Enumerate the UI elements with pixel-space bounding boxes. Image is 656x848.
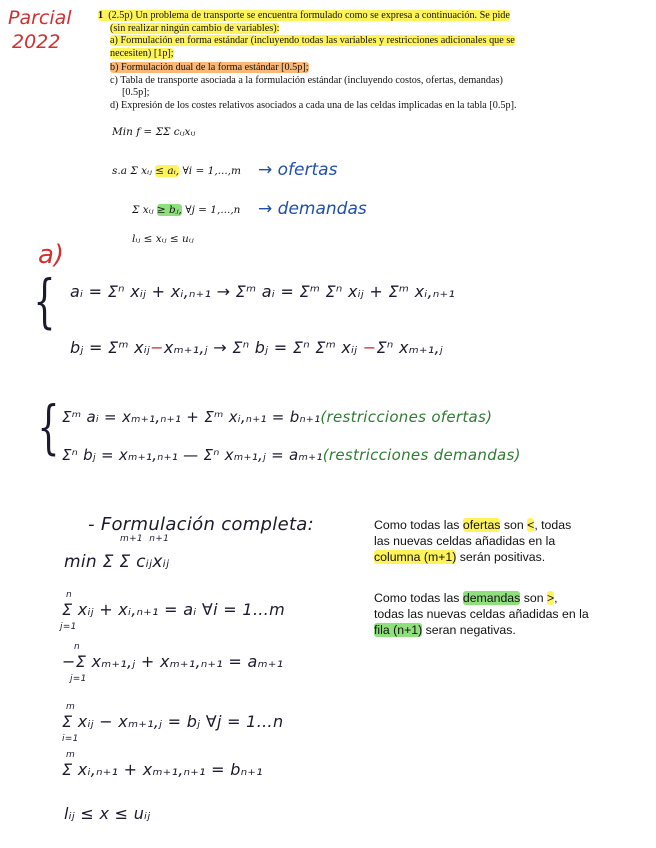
constraint-demands [132,204,240,216]
item-a-l2: necesiten) [1p]; [110,47,174,59]
f3-lower: i=1 [62,734,79,744]
f2-lower: j=1 [70,674,87,684]
arrow-ofertas: → ofertas [258,160,338,180]
formulation-objective: min Σ Σ cᵢⱼxᵢⱼ [64,552,170,572]
f3-upper: m [66,702,76,712]
item-b [98,62,568,75]
g2-line1 [62,408,492,426]
item-d: d) Expresión de los costes relativos asociados a cada una de las celdas implicadas en la tabla [0.5p]. [110,99,517,111]
min-sup-2: n+1 [149,534,170,544]
f1-upper: n [66,590,73,600]
problem-line1 [98,10,568,23]
g1-l2-red-minus-2: − [362,338,377,357]
g2-l1-eq: Σᵐ aᵢ = xₘ₊₁,ₙ₊₁ + Σᵐ xᵢ,ₙ₊₁ = bₙ₊₁ [62,408,321,426]
c1-quantifier: ∀i = 1,...,m [182,165,241,177]
n1-l3: serán positivas. [456,550,546,564]
n2-post: , [554,591,558,605]
g2-l1-note: (restricciones ofertas) [320,408,493,426]
header-year: 2022 [12,31,61,53]
statement-l2: (sin realizar ningún cambio de variables): [110,22,280,34]
problem-points: (2.5p) [108,10,133,21]
item-b-text: b) Formulación dual de la forma estándar [0.5p]; [110,62,309,73]
arrow-demandas: → demandas [258,199,367,219]
n1-hl-ofertas: ofertas [462,518,501,532]
n1-line2: las nuevas celdas añadidas en la [374,534,556,548]
g1-l2-part-c: xₘ₊₁,ⱼ → Σⁿ bⱼ = Σⁿ Σᵐ xᵢⱼ [163,338,358,357]
min-upper-limits [120,534,169,544]
c2-quantifier: ∀j = 1,...,n [185,204,241,216]
c2-sum: Σ xᵢⱼ [132,204,154,216]
item-c2: [0.5p]; [122,87,150,98]
constraint-offers [112,165,241,177]
answer-label: a) [38,240,65,270]
n2-pre: Como todas las [374,591,463,605]
n1-mid: son [500,518,528,532]
f2-upper: n [74,642,81,652]
n2-hl-fila: fila (n+1) [374,623,423,637]
brace-2: { [37,393,60,461]
n2-hl-demandas: demandas [462,591,521,605]
constraint-bounds: lᵢⱼ ≤ xᵢⱼ ≤ uᵢⱼ [132,233,194,245]
c2-highlight: ≥ bⱼ, [156,204,182,216]
formulation-bounds: lᵢⱼ ≤ x ≤ uᵢⱼ [64,804,151,823]
f4-upper: m [66,750,76,760]
n1-hl-columna: columna (m+1) [374,550,457,564]
c1-highlight: ≤ aᵢ, [155,165,180,177]
g1-l2-red-minus: − [150,338,164,357]
formulation-title: - Formulación completa: [88,514,314,535]
item-c: c) Tabla de transporte asociada a la formulación estándar (incluyendo costos, ofertas, demandas) [110,74,503,86]
n1-post: , todas [534,518,572,532]
item-a2 [98,48,568,61]
header-parcial: Parcial [8,7,72,29]
formulation-c3: Σ xᵢⱼ − xₘ₊₁,ⱼ = bⱼ ∀j = 1…n [62,712,284,731]
g1-l2-part-a: bⱼ = Σᵐ xᵢⱼ [70,338,151,357]
brace-1: { [33,267,56,335]
g1-l2-part-e: Σⁿ xₘ₊₁,ⱼ [376,338,443,357]
objective-function: Min f = ΣΣ cᵢⱼxᵢⱼ [112,126,196,138]
g1-line2 [70,338,443,357]
g2-l2-note: (restricciones demandas) [322,446,521,464]
item-a-l1: a) Formulación en forma estándar (incluyendo todas las variables y restricciones adicionales que se [110,35,515,46]
note-ofertas [374,517,650,565]
min-sup-1: m+1 [120,534,143,544]
g2-l2-eq: Σⁿ bⱼ = xₘ₊₁,ₙ₊₁ — Σⁿ xₘ₊₁,ⱼ = aₘ₊₁ [62,446,323,464]
problem-statement [98,10,568,112]
n1-hl-lt: < [527,518,535,532]
subject-to: s.a [112,165,127,177]
problem-line2 [98,23,568,36]
n2-l3: seran negativas. [422,623,516,637]
item-a [98,35,568,48]
note-demandas [374,590,650,638]
n2-mid: son [520,591,547,605]
n1-pre: Como todas las [374,518,463,532]
statement-l1: Un problema de transporte se encuentra formulado como se expresa a continuación. Se pide [135,10,510,21]
formulation-c1: Σ xᵢⱼ + xᵢ,ₙ₊₁ = aᵢ ∀i = 1…m [62,600,286,619]
formulation-c2: −Σ xₘ₊₁,ⱼ + xₘ₊₁,ₙ₊₁ = aₘ₊₁ [62,652,284,671]
n2-hl-gt: > [546,591,555,605]
n2-line2: todas las nuevas celdas añadidas en la [374,607,589,621]
f1-lower: j=1 [60,622,77,632]
problem-number: 1 [98,10,104,21]
exam-header [8,6,72,54]
g1-line1: aᵢ = Σⁿ xᵢⱼ + xᵢ,ₙ₊₁ → Σᵐ aᵢ = Σᵐ Σⁿ xᵢⱼ + Σᵐ xᵢ,ₙ₊₁ [70,282,456,301]
formulation-c4: Σ xᵢ,ₙ₊₁ + xₘ₊₁,ₙ₊₁ = bₙ₊₁ [62,760,263,779]
c1-sum: Σ xᵢⱼ [130,165,152,177]
g2-line2 [62,446,521,464]
